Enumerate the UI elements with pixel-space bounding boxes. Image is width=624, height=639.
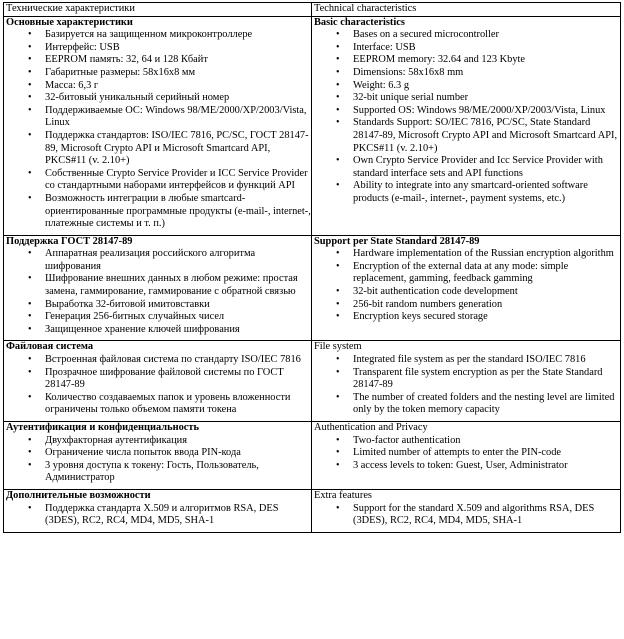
list-item: • Шифрование внешних данных в любом режиме: простая замена, гаммирование, гаммирование с обратной связью [45, 273, 311, 298]
bullet-list-en [314, 435, 620, 473]
header-cell-en [312, 3, 621, 17]
list-item: • Integrated file system as per the standard ISO/IEC 7816 [353, 354, 620, 367]
list-item: • 32-битовый уникальный серийный номер [45, 92, 311, 105]
bullet-list-en [314, 248, 620, 324]
bullet-list-en [314, 29, 620, 205]
section-cell-ru [4, 489, 312, 532]
list-item: • Генерация 256-битных случайных чисел [45, 311, 311, 324]
list-item: • Two-factor authentication [353, 435, 620, 448]
list-item: • Weight: 6.3 g [353, 80, 620, 93]
section-cell-en [312, 16, 621, 235]
list-item: • Support for the standard X.509 and algorithms RSA, DES (3DES), RC2, RC4, MD4, MD5, SHA-1 [353, 503, 620, 528]
list-item: • Количество создаваемых папок и уровень вложенности ограничены только объемом памяти токена [45, 392, 311, 417]
list-item: • Ability to integrate into any smartcard-oriented software products (e-mail-, internet-, payment systems, etc.) [353, 180, 620, 205]
section-row-authentication [4, 422, 621, 490]
list-item: • Encryption keys secured storage [353, 311, 620, 324]
section-cell-ru [4, 16, 312, 235]
section-title-ru: Основные характеристики [6, 16, 133, 28]
list-item: • Прозрачное шифрование файловой системы по ГОСТ 28147-89 [45, 367, 311, 392]
list-item: • EEPROM memory: 32.64 and 123 Kbyte [353, 54, 620, 67]
bullet-list-ru [6, 248, 311, 336]
table-header-row [4, 3, 621, 17]
section-row-extra [4, 489, 621, 532]
section-cell-ru [4, 422, 312, 490]
bullet-list-ru [6, 29, 311, 231]
list-item: • Возможность интеграции в любые smartcard-ориентированные программные продукты (e-mail-, internet-, платежные системы и т. п.) [45, 193, 311, 231]
list-item: • Transparent file system encryption as per the State Standard 28147-89 [353, 367, 620, 392]
section-cell-ru [4, 235, 312, 341]
list-item: • Масса: 6,3 г [45, 80, 311, 93]
list-item: • 3 access levels to token: Guest, User, Administrator [353, 460, 620, 473]
list-item: • Двухфакторная аутентификация [45, 435, 311, 448]
list-item: • Габаритные размеры: 58x16x8 мм [45, 67, 311, 80]
list-item: • Интерфейс: USB [45, 42, 311, 55]
list-item: • Поддержка стандарта X.509 и алгоритмов RSA, DES (3DES), RC2, RC4, MD4, MD5, SHA-1 [45, 503, 311, 528]
list-item: • EEPROM память: 32, 64 и 128 Кбайт [45, 54, 311, 67]
list-item: • Аппаратная реализация российского алгоритма шифрования [45, 248, 311, 273]
list-item: • Встроенная файловая система по стандарту ISO/IEC 7816 [45, 354, 311, 367]
list-item: • Limited number of attempts to enter the PIN-code [353, 447, 620, 460]
list-item: • Ограничение числа попыток ввода PIN-кода [45, 447, 311, 460]
section-row-gost [4, 235, 621, 341]
list-item: • The number of created folders and the nesting level are limited only by the token memory capacity [353, 392, 620, 417]
list-item: • Own Crypto Service Provider and Icc Service Provider with standard interface sets and API functions [353, 155, 620, 180]
header-title-en: Technical characteristics [314, 3, 417, 14]
list-item: • Базируется на защищенном микроконтроллере [45, 29, 311, 42]
list-item: • 256-bit random numbers generation [353, 299, 620, 312]
section-title-en: File system [314, 341, 362, 353]
bullet-list-ru [6, 354, 311, 417]
list-item: • 32-bit authentication code development [353, 286, 620, 299]
section-cell-en [312, 422, 621, 490]
section-title-en: Authentication and Privacy [314, 422, 428, 433]
section-title-en: Basic characteristics [314, 16, 405, 28]
spec-table [3, 2, 621, 533]
list-item: • Защищенное хранение ключей шифрования [45, 324, 311, 337]
section-row-file-system [4, 341, 621, 422]
section-title-ru: Аутентификация и конфиденциальность [6, 422, 199, 433]
header-cell-ru [4, 3, 312, 17]
list-item: • Interface: USB [353, 42, 620, 55]
list-item: • Supported OS: Windows 98/ME/2000/XP/2003/Vista, Linux [353, 105, 620, 118]
section-cell-ru [4, 341, 312, 422]
header-title-ru: Технические характеристики [6, 3, 135, 14]
list-item: • Собственные Crypto Service Provider и ICC Service Provider со стандартными наборами интерфейсов и функций API [45, 168, 311, 193]
bullet-list-en [314, 503, 620, 528]
list-item: • Поддержка стандартов: ISO/IEC 7816, PC/SC, ГОСТ 28147-89, Microsoft Crypto API и Microsoft Smartcard API, PKCS#11 (v. 2.10+) [45, 130, 311, 168]
list-item: • 3 уровня доступа к токену: Гость, Пользователь, Администратор [45, 460, 311, 485]
section-cell-en [312, 341, 621, 422]
section-title-ru: Файловая система [6, 341, 94, 353]
section-title-ru: Дополнительные возможности [6, 489, 151, 501]
list-item: • Выработка 32-битовой имитовставки [45, 299, 311, 312]
list-item: • 32-bit unique serial number [353, 92, 620, 105]
list-item: • Dimensions: 58x16x8 mm [353, 67, 620, 80]
section-row-basic [4, 16, 621, 235]
section-cell-en [312, 489, 621, 532]
list-item: • Standards Support: SO/IEC 7816, PC/SC, State Standard 28147-89, Microsoft Crypto API and Microsoft Smartcard API, PKCS#11 (v. 2.10+) [353, 117, 620, 155]
section-title-en: Extra features [314, 489, 372, 501]
list-item: • Encryption of the external data at any mode: simple replacement, gamming, feedback gamming [353, 261, 620, 286]
bullet-list-ru [6, 435, 311, 485]
list-item: • Поддерживаемые ОС: Windows 98/ME/2000/XP/2003/Vista, Linux [45, 105, 311, 130]
bullet-list-ru [6, 503, 311, 528]
bullet-list-en [314, 354, 620, 417]
section-title-en: Support per State Standard 28147-89 [314, 235, 480, 247]
section-title-ru: Поддержка ГОСТ 28147-89 [6, 235, 133, 247]
list-item: • Bases on a secured microcontroller [353, 29, 620, 42]
list-item: • Hardware implementation of the Russian encryption algorithm [353, 248, 620, 261]
section-cell-en [312, 235, 621, 341]
